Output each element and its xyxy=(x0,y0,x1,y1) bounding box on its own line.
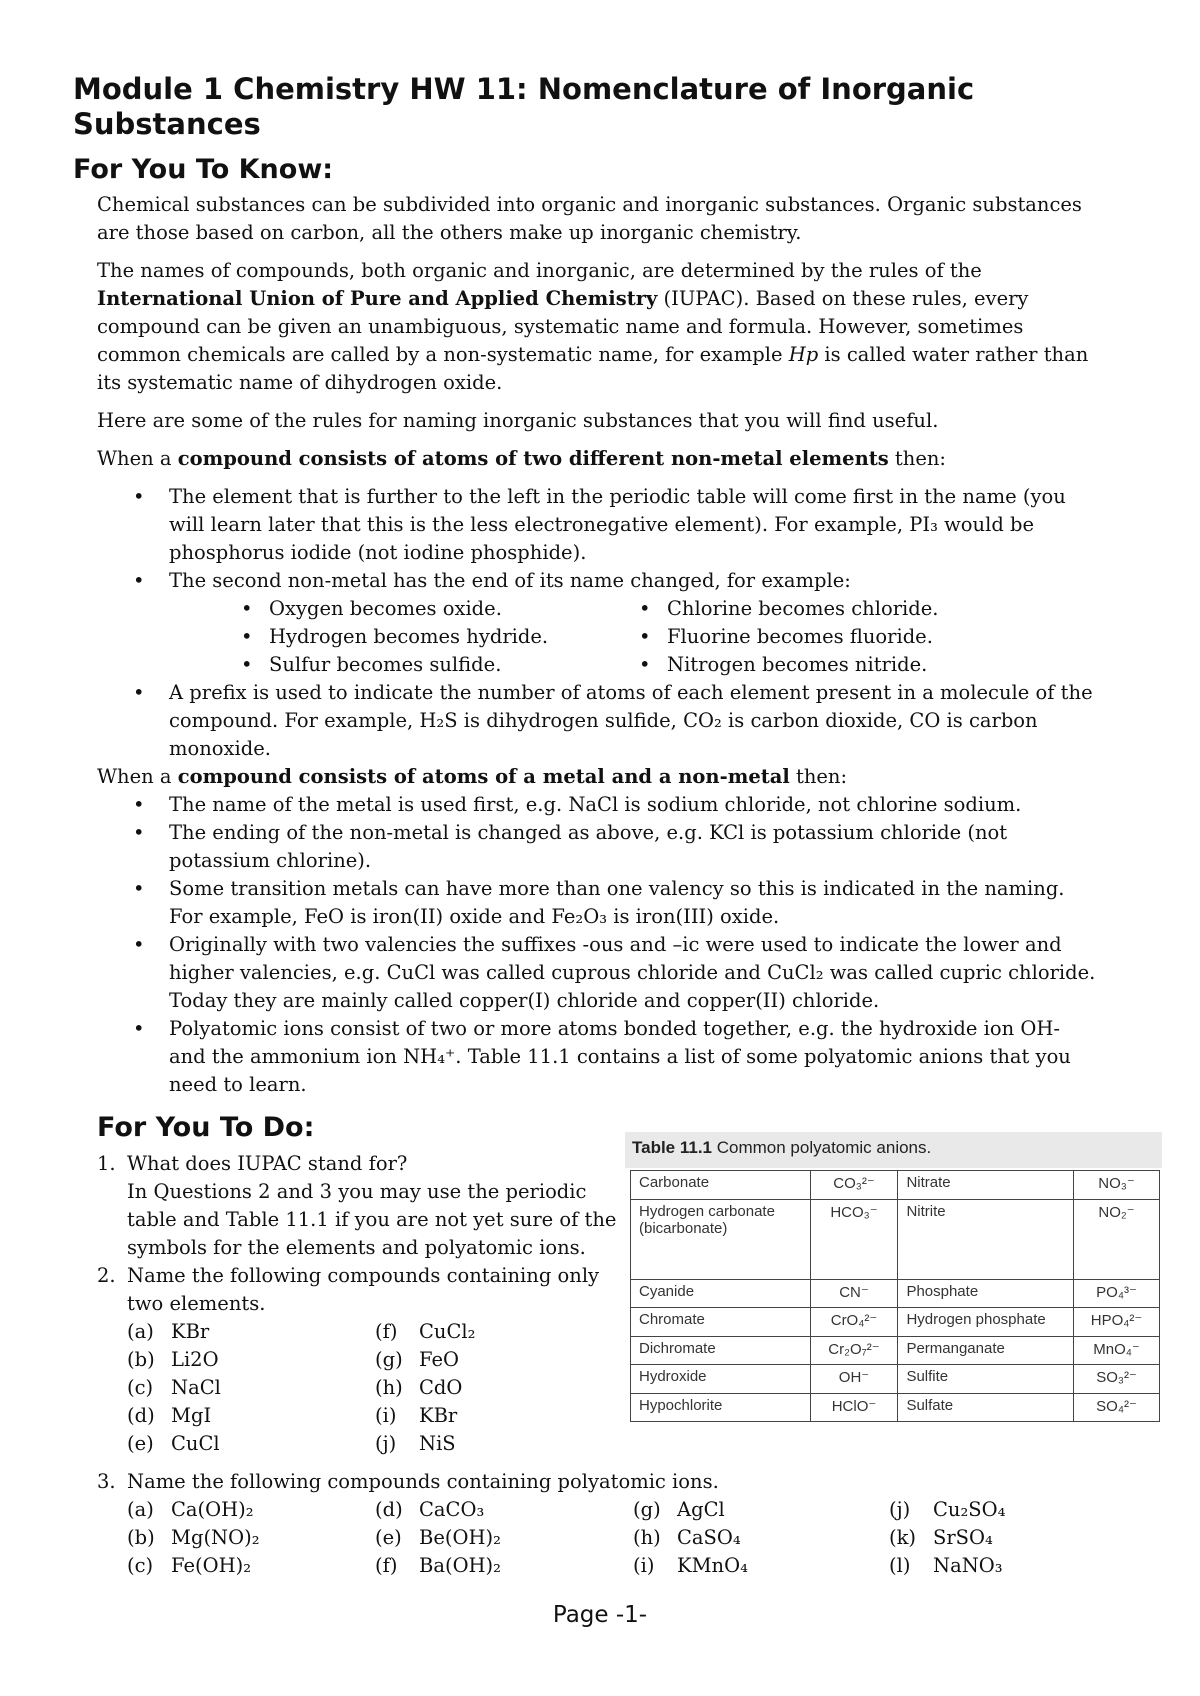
list-item: (e) Be(OH)₂ xyxy=(375,1526,501,1549)
list-item: (l) NaNO₃ xyxy=(889,1554,1003,1577)
table-cell: SO₃²⁻ xyxy=(1074,1365,1160,1394)
section-heading-do: For You To Do: xyxy=(97,1112,315,1143)
question-1: 1. What does IUPAC stand for? In Questions 2 and 3 you may use the periodic table and Table 11.1 if you are not yet sure of the symbols for the elements and polyatomic ions. xyxy=(97,1150,617,1262)
bullet-item: • The second non-metal has the end of its name changed, for example: xyxy=(97,567,1097,595)
table-cell: Nitrite xyxy=(898,1199,1074,1279)
list-item: (a) KBr xyxy=(127,1320,210,1343)
section-heading-know: For You To Know: xyxy=(73,154,334,185)
table-caption: Table 11.1 Common polyatomic anions. xyxy=(632,1138,932,1157)
question-3-items xyxy=(97,1496,1157,1580)
list-item: (c) Fe(OH)₂ xyxy=(127,1554,252,1577)
paragraph-rules: Here are some of the rules for naming inorganic substances that you will find useful. xyxy=(97,409,939,432)
table-row xyxy=(631,1336,1160,1365)
list-item: (i) KMnO₄ xyxy=(633,1554,748,1577)
question-3: 3. Name the following compounds containing polyatomic ions. (a) Ca(OH)₂ (d) CaCO₃ (g) AgCl (j) Cu₂SO₄ (b) Mg(NO)₂ (e) Be(OH)₂ (h) CaSO₄ (k) SrSO₄ (c) Fe(OH)₂ (f) Ba(OH)₂ (i) KMnO₄ (l) NaNO₃ xyxy=(97,1468,1157,1580)
table-cell: PO₄³⁻ xyxy=(1074,1279,1160,1308)
page-title: Module 1 Chemistry HW 11: Nomenclature of Inorganic Substances xyxy=(73,72,975,141)
list-item: (g) AgCl xyxy=(633,1498,725,1521)
table-cell: HCO₃⁻ xyxy=(810,1199,898,1279)
bullet-item: • Polyatomic ions consist of two or more atoms bonded together, e.g. the hydroxide ion OH- and the ammonium ion NH₄⁺. Table 11.1 contains a list of some polyatomic anions that you need to learn. xyxy=(97,1015,1097,1099)
list-item: (i) KBr xyxy=(375,1404,458,1427)
table-row xyxy=(631,1199,1160,1279)
table-row xyxy=(631,1171,1160,1200)
table-cell: Hydrogen carbonate (bicarbonate) xyxy=(631,1199,811,1279)
sub-bullet: • Nitrogen becomes nitride. xyxy=(639,651,1039,679)
list-item: (d) CaCO₃ xyxy=(375,1498,485,1521)
water-formula: Hp xyxy=(788,343,819,366)
table-cell: Permanganate xyxy=(898,1336,1074,1365)
table-cell: Phosphate xyxy=(898,1279,1074,1308)
list-item: (e) CuCl xyxy=(127,1432,220,1455)
sub-bullet: • Fluorine becomes fluoride. xyxy=(639,623,1039,651)
list-item: (a) Ca(OH)₂ xyxy=(127,1498,254,1521)
table-cell: Nitrate xyxy=(898,1171,1074,1200)
table-cell: Hydroxide xyxy=(631,1365,811,1394)
paragraph-iupac: The names of compounds, both organic and inorganic, are determined by the rules of the International Union of Pure and Applied Chemistry (IUPAC). Based on these rules, every compound can be given an unambiguous, systematic name and formula. However, sometimes common chemicals are called by a non-systematic name, for example Hp is called water rather than its systematic name of dihydrogen oxide. xyxy=(97,259,1089,394)
paragraph-nonmetal: When a compound consists of atoms of two different non-metal elements then: xyxy=(97,447,946,470)
table-cell: NO₂⁻ xyxy=(1074,1199,1160,1279)
list-item: (k) SrSO₄ xyxy=(889,1526,993,1549)
list-item: (j) NiS xyxy=(375,1432,456,1455)
list-item: (b) Li2O xyxy=(127,1348,219,1371)
table-row xyxy=(631,1365,1160,1394)
know-section xyxy=(97,191,1097,1099)
table-cell: Cr₂O₇²⁻ xyxy=(810,1336,898,1365)
sub-bullet: • Chlorine becomes chloride. xyxy=(639,595,1039,623)
table-cell: Cyanide xyxy=(631,1279,811,1308)
iupac-bold: International Union of Pure and Applied Chemistry xyxy=(97,287,658,310)
bullet-item: • A prefix is used to indicate the number of atoms of each element present in a molecule of the compound. For example, H₂S is dihydrogen sulfide, CO₂ is carbon dioxide, CO is carbon monoxide. xyxy=(97,679,1097,763)
page-number: Page -1- xyxy=(552,1602,648,1628)
list-item: (f) CuCl₂ xyxy=(375,1320,476,1343)
endings-list xyxy=(97,595,1097,679)
sub-bullet: • Oxygen becomes oxide. xyxy=(241,595,639,623)
question-note: In Questions 2 and 3 you may use the periodic table and Table 11.1 if you are not yet sure of the symbols for the elements and polyatomic ions. xyxy=(127,1180,617,1259)
table-cell: HPO₄²⁻ xyxy=(1074,1308,1160,1337)
bullet-item: • The name of the metal is used first, e.g. NaCl is sodium chloride, not chlorine sodium. xyxy=(97,791,1097,819)
sub-bullet: • Hydrogen becomes hydride. xyxy=(241,623,639,651)
table-row xyxy=(631,1393,1160,1422)
table-cell: SO₄²⁻ xyxy=(1074,1393,1160,1422)
list-item: (h) CaSO₄ xyxy=(633,1526,741,1549)
list-item: (f) Ba(OH)₂ xyxy=(375,1554,501,1577)
table-cell: NO₃⁻ xyxy=(1074,1171,1160,1200)
table-cell: OH⁻ xyxy=(810,1365,898,1394)
bullet-item: • The element that is further to the left in the periodic table will come first in the name (you will learn later that this is the less electronegative element). For example, PI₃ would be phosphorus iodide (not iodine phosphide). xyxy=(97,483,1097,567)
list-item: (g) FeO xyxy=(375,1348,459,1371)
table-cell: Sulfite xyxy=(898,1365,1074,1394)
sub-bullet: • Sulfur becomes sulfide. xyxy=(241,651,639,679)
list-item: (h) CdO xyxy=(375,1376,463,1399)
question-2: 2. Name the following compounds containing only two elements. xyxy=(97,1264,600,1315)
list-item: (b) Mg(NO)₂ xyxy=(127,1526,260,1549)
todo-section xyxy=(97,1150,617,1458)
table-cell: Hydrogen phosphate xyxy=(898,1308,1074,1337)
table-cell: CO₃²⁻ xyxy=(810,1171,898,1200)
bullet-item: • Originally with two valencies the suffixes -ous and –ic were used to indicate the lower and higher valencies, e.g. CuCl was called cuprous chloride and CuCl₂ was called cupric chloride. Today they are mainly called copper(I) chloride and copper(II) chloride. xyxy=(97,931,1097,1015)
paragraph-metal: When a compound consists of atoms of a metal and a non-metal then: xyxy=(97,765,848,788)
table-row xyxy=(631,1279,1160,1308)
table-cell: Dichromate xyxy=(631,1336,811,1365)
polyatomic-anions-table xyxy=(630,1170,1160,1422)
table-cell: HClO⁻ xyxy=(810,1393,898,1422)
list-item: (d) MgI xyxy=(127,1404,212,1427)
table-cell: Chromate xyxy=(631,1308,811,1337)
bullet-item: • Some transition metals can have more than one valency so this is indicated in the naming. For example, FeO is iron(II) oxide and Fe₂O₃ is iron(III) oxide. xyxy=(97,875,1097,931)
table-cell: Sulfate xyxy=(898,1393,1074,1422)
table-cell: MnO₄⁻ xyxy=(1074,1336,1160,1365)
list-item: (j) Cu₂SO₄ xyxy=(889,1498,1006,1521)
paragraph-intro: Chemical substances can be subdivided into organic and inorganic substances. Organic substances are those based on carbon, all the others make up inorganic chemistry. xyxy=(97,193,1082,244)
list-item: (c) NaCl xyxy=(127,1376,221,1399)
question-2-items xyxy=(97,1318,617,1458)
table-cell: Carbonate xyxy=(631,1171,811,1200)
table-row xyxy=(631,1308,1160,1337)
bullet-item: • The ending of the non-metal is changed as above, e.g. KCl is potassium chloride (not potassium chlorine). xyxy=(97,819,1097,875)
table-cell: CN⁻ xyxy=(810,1279,898,1308)
table-cell: CrO₄²⁻ xyxy=(810,1308,898,1337)
table-cell: Hypochlorite xyxy=(631,1393,811,1422)
